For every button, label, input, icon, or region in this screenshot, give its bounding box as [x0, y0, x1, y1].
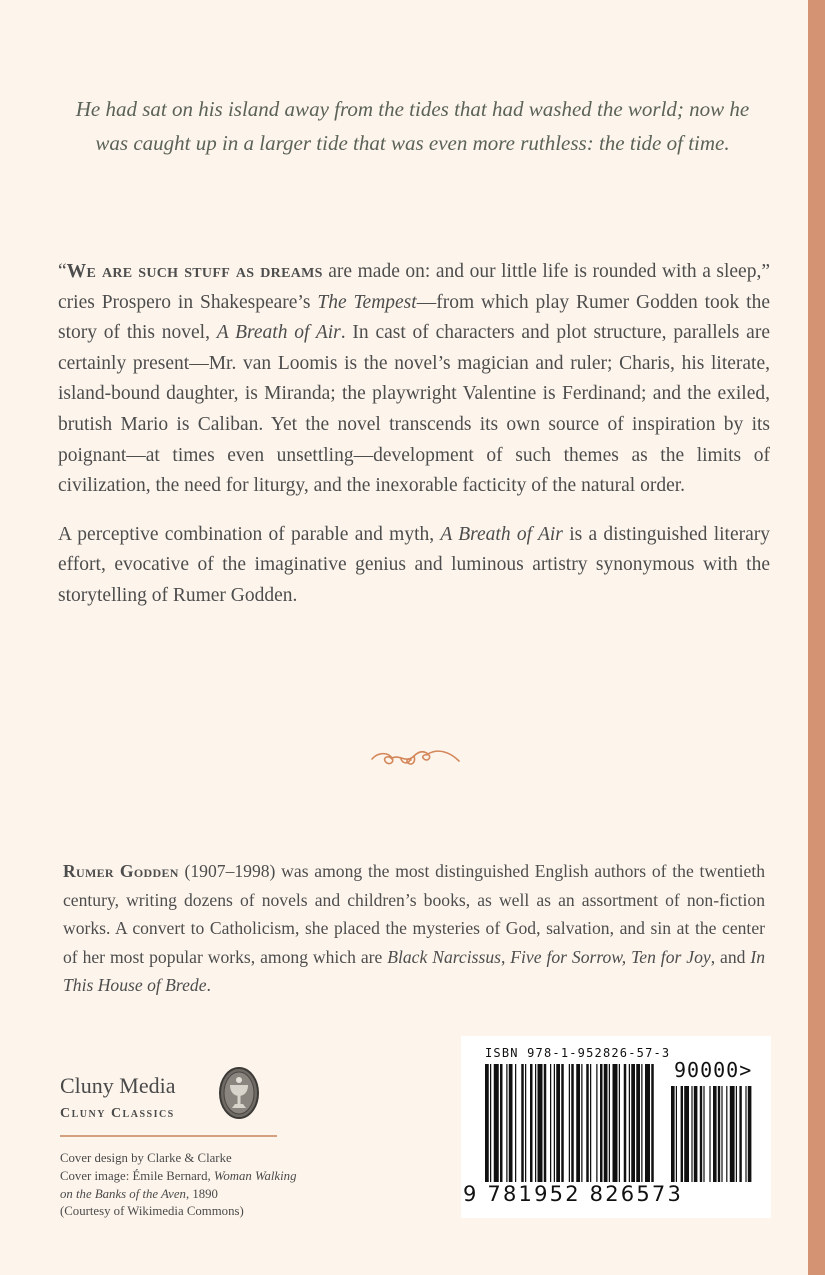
book-title: Five for Sorrow, Ten for Joy [510, 946, 711, 967]
barcode-bar [561, 1064, 564, 1182]
publisher-divider [60, 1135, 277, 1137]
price-barcode-bar [730, 1086, 735, 1182]
price-barcode-bar [681, 1086, 683, 1182]
book-title: In This House of Brede [63, 946, 765, 996]
play-title: The Tempest [317, 291, 417, 313]
image-courtesy: (Courtesy of Wikimedia Commons) [60, 1204, 244, 1219]
open-quote: “ [58, 261, 67, 282]
epigraph-quote [40, 92, 785, 160]
novel-title: A Breath of Air [440, 523, 563, 545]
barcode-bar [571, 1064, 574, 1182]
epigraph-line-1: He had sat on his island away from the tides that had washed the world; now he [75, 97, 750, 121]
price-barcode-bar [726, 1086, 727, 1182]
barcode-bar [596, 1064, 597, 1182]
barcode-bar [525, 1064, 526, 1182]
isbn-barcode [461, 1036, 771, 1218]
barcode-bar [604, 1064, 608, 1182]
barcode-bar [490, 1064, 491, 1182]
image-credit-cont: on the Banks of the Aven, 1890 [60, 1186, 218, 1201]
novel-title: A Breath of Air [216, 322, 341, 344]
price-barcode-bar [748, 1086, 752, 1182]
barcode-bar [485, 1064, 489, 1182]
barcode-bar [530, 1064, 533, 1182]
price-barcode-bar [703, 1086, 704, 1182]
barcode-bar [641, 1064, 642, 1182]
book-description [58, 257, 770, 630]
publisher-name: Cluny Media [60, 1073, 176, 1098]
price-barcode-bar [745, 1086, 746, 1182]
author-bio: Rumer Godden (1907–1998) was among the most distinguished English authors of the twentieth century, writing dozens of novels and children’s books, as well as an assortment of non-fiction works. A convert to Catholicism, she placed the mysteries of God, salvation, and sin at the center of her most popular works, among which are Black Narcissus, Five for Sorrow, Ten for Joy, and In This House of Brede. [63, 861, 766, 996]
lead-in-small-caps: We are such stuff as dreams [66, 261, 323, 282]
price-barcode-bar [671, 1086, 675, 1182]
cover-credits [60, 1150, 350, 1221]
image-credit: Cover image: Émile Bernard, Woman Walking [60, 1168, 297, 1183]
price-barcode-bar [718, 1086, 720, 1182]
isbn-label: ISBN 978-1-952826-57-3 [485, 1046, 671, 1060]
series-name: Cluny Classics [60, 1106, 175, 1121]
barcode-bar [576, 1064, 580, 1182]
description-paragraph-1: “We are such stuff as dreams are made on: and our little life is rounded with a sleep,” cries Prospero in Shakespeare’s The Tempest—from which play Rumer Godden took the story of this novel, A Breath of Air. In cast of characters and plot structure, parallels are certainly present—Mr. van Loomis is the novel’s magician and ruler; Charis, his literate, island-bound daughter, is Miranda; the playwright Valentine is Ferdinand; and the exiled, brutish Mario is Caliban. Yet the novel transcends its own source of inspiration by its poignant—at times even unsettling—development of such themes as the limits of civilization, the need for liturgy, and the inexorable facticity of the natural order. [58, 261, 770, 497]
price-barcode-bar [739, 1086, 741, 1182]
price-barcode-bar [691, 1086, 692, 1182]
barcode-bar [636, 1064, 640, 1182]
book-title: Black Narcissus [387, 946, 501, 967]
design-credit: Cover design by Clarke & Clarke [60, 1151, 232, 1165]
barcode-bar [544, 1064, 547, 1182]
chalice-seal-icon [218, 1066, 260, 1120]
barcode-bar [506, 1064, 507, 1182]
barcode-bar [550, 1064, 551, 1182]
barcode-bar [624, 1064, 627, 1182]
barcode-bar [538, 1064, 543, 1182]
price-barcode-bar [713, 1086, 717, 1182]
barcode-bar [651, 1064, 654, 1182]
spine-edge-strip [808, 0, 825, 1275]
price-barcode-bar [721, 1086, 722, 1182]
barcode-bar [521, 1064, 524, 1182]
barcode-bar [586, 1064, 589, 1182]
barcode-bar [554, 1064, 555, 1182]
flourish-ornament-icon [368, 742, 463, 772]
barcode-bar [629, 1064, 630, 1182]
barcode-bar [515, 1064, 516, 1182]
price-barcode-bar [684, 1086, 689, 1182]
barcode-bar [619, 1064, 620, 1182]
barcode-bar [600, 1064, 603, 1182]
description-paragraph-2: A perceptive combination of parable and myth, A Breath of Air is a distinguished literary effort, evocative of the imaginative genius and luminous artistry synonymous with the storytelling of Rumer Godden. [58, 523, 770, 606]
barcode-bar [556, 1064, 560, 1182]
barcode-bar [613, 1064, 618, 1182]
barcode-bar [494, 1064, 499, 1182]
barcode-bar [609, 1064, 610, 1182]
price-barcode-bar [700, 1086, 702, 1182]
barcode-bar [535, 1064, 536, 1182]
price-barcode-bar [709, 1086, 710, 1182]
price-barcode-bar [736, 1086, 737, 1182]
epigraph-line-2: was caught up in a larger tide that was even more ruthless: the tide of time. [95, 131, 730, 155]
price-barcode-bar [694, 1086, 698, 1182]
barcode-bar [631, 1064, 635, 1182]
barcode-bar [590, 1064, 591, 1182]
price-code: 90000> [674, 1058, 753, 1082]
price-barcode-bar [676, 1086, 677, 1182]
author-name-small-caps: Rumer Godden [63, 861, 179, 881]
isbn-digits: 9 781952 826573 [463, 1182, 684, 1206]
barcode-bar [581, 1064, 582, 1182]
barcode-bar [500, 1064, 503, 1182]
barcode-bar [569, 1064, 570, 1182]
barcode-bar [509, 1064, 513, 1182]
barcode-bar [645, 1064, 650, 1182]
